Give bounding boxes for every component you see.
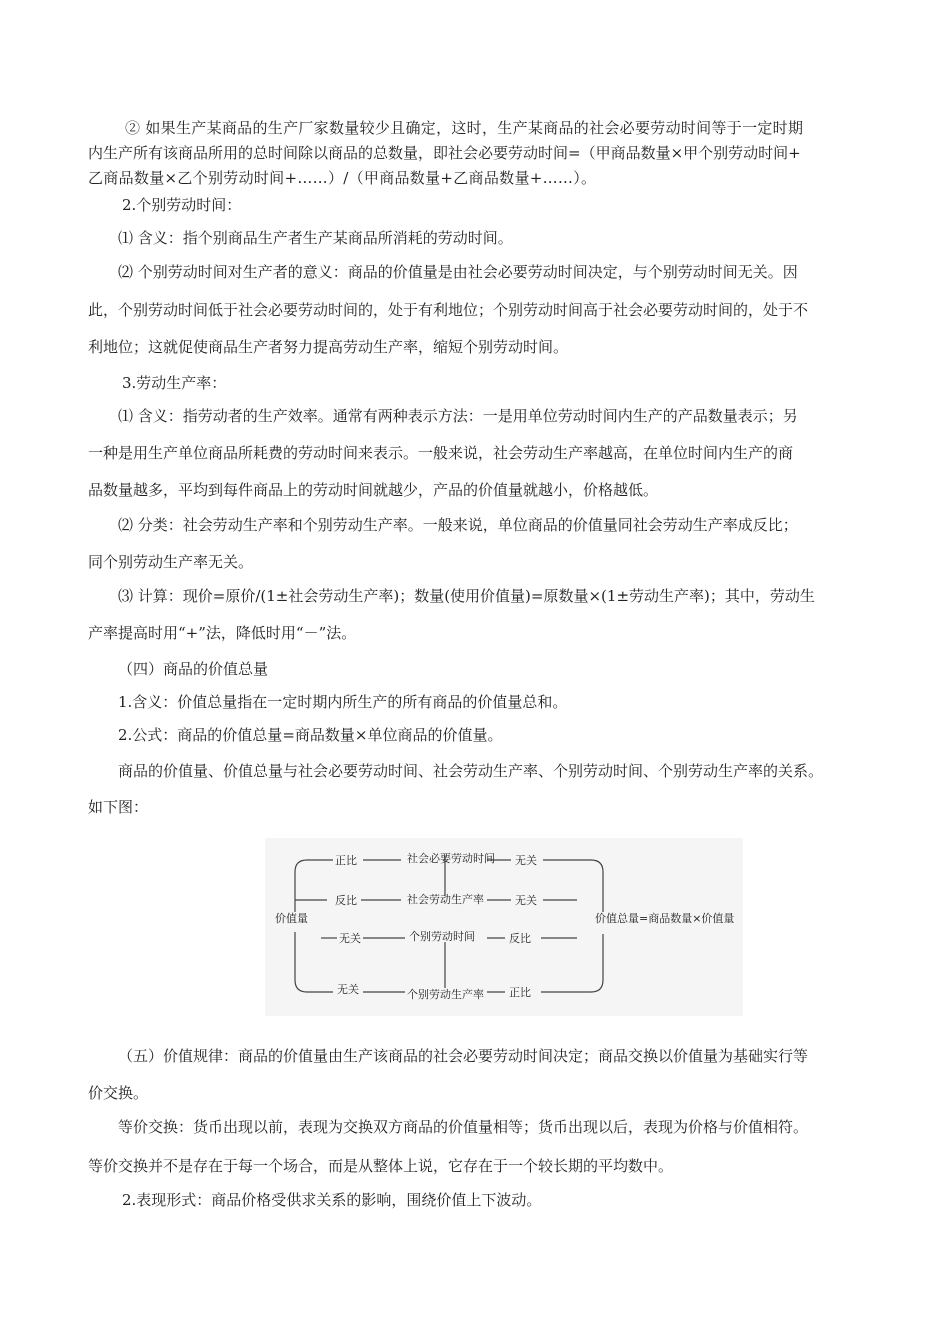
relation-diagram: [265, 838, 743, 1016]
value-amount-node: 价值量: [275, 912, 308, 925]
center-node: 社会必要劳动时间: [407, 852, 495, 865]
section-heading: 3.劳动生产率：: [122, 374, 227, 392]
text-line: ⑵ 分类：社会劳动生产率和个别劳动生产率。一般来说，单位商品的价值量同社会劳动生产率成反比；: [118, 516, 798, 534]
relation-label: 无关: [515, 854, 537, 867]
relation-label: 无关: [515, 894, 537, 907]
text-line: ② 如果生产某商品的生产厂家数量较少且确定，这时，生产某商品的社会必要劳动时间等于一定时期: [125, 119, 804, 137]
relation-label: 无关: [337, 983, 359, 996]
section-heading: 2.个别劳动时间：: [122, 196, 242, 214]
center-node: 个别劳动时间: [409, 930, 475, 943]
left-lower-curve: [295, 932, 333, 992]
text-line: 如下图：: [88, 798, 149, 816]
text-line: 内生产所有该商品所用的总时间除以商品的总数量，即社会必要劳动时间=（甲商品数量×甲个别劳动时间+: [88, 144, 801, 162]
text-line: ⑵ 个别劳动时间对生产者的意义：商品的价值量是由社会必要劳动时间决定，与个别劳动时间无关。因: [118, 263, 798, 281]
text-line: 等价交换并不是存在于每一个场合，而是从整体上说，它存在于一个较长期的平均数中。: [88, 1157, 674, 1175]
center-node: 社会劳动生产率: [407, 893, 484, 906]
text-line: 产率提高时用“+”法，降低时用“－”法。: [88, 624, 357, 642]
left-upper-curve: [295, 860, 333, 912]
center-node: 个别劳动生产率: [407, 988, 484, 1001]
section-heading: （五）价值规律：商品的价值量由生产该商品的社会必要劳动时间决定；商品交换以价值量为基础实行等: [118, 1047, 809, 1065]
text-line: 一种是用生产单位商品所耗费的劳动时间来表示。一般来说，社会劳动生产率越高，在单位时间内生产的商: [88, 444, 794, 462]
text-line: 1.含义：价值总量指在一定时期内所生产的所有商品的价值量总和。: [118, 693, 568, 711]
text-line: 乙商品数量×乙个别劳动时间+……）/（甲商品数量+乙商品数量+……）。: [88, 169, 597, 187]
right-lower-curve: [541, 934, 603, 992]
relation-label: 反比: [335, 894, 357, 907]
relation-label: 反比: [509, 932, 531, 945]
relation-diagram-svg: [265, 838, 743, 1016]
text-line: 商品的价值量、价值总量与社会必要劳动时间、社会劳动生产率、个别劳动时间、个别劳动生产率的关系。: [118, 762, 824, 780]
relation-label: 正比: [335, 854, 357, 867]
text-line: ⑴ 含义：指劳动者的生产效率。通常有两种表示方法：一是用单位劳动时间内生产的产品数量表示；另: [118, 407, 798, 425]
right-upper-curve: [543, 860, 603, 912]
total-value-node: 价值总量=商品数量×价值量: [595, 912, 735, 925]
text-line: 品数量越多，平均到每件商品上的劳动时间就越少，产品的价值量就越小，价格越低。: [88, 481, 659, 499]
text-line: 2.公式：商品的价值总量=商品数量×单位商品的价值量。: [118, 726, 503, 744]
relation-label: 正比: [509, 986, 531, 999]
text-line: 利地位；这就促使商品生产者努力提高劳动生产率，缩短个别劳动时间。: [88, 338, 569, 356]
text-line: 价交换。: [88, 1084, 149, 1102]
relation-label: 无关: [339, 932, 361, 945]
text-line: ⑶ 计算：现价=原价/(1±社会劳动生产率)；数量(使用价值量)=原数量×(1±劳动生产率)；其中，劳动生: [118, 587, 815, 605]
text-line: 同个别劳动生产率无关。: [88, 553, 254, 571]
text-line: ⑴ 含义：指个别商品生产者生产某商品所消耗的劳动时间。: [118, 229, 513, 247]
text-line: 2.表现形式：商品价格受供求关系的影响，围绕价值上下波动。: [122, 1191, 542, 1209]
section-heading: （四）商品的价值总量: [118, 660, 269, 678]
text-line: 等价交换：货币出现以前，表现为交换双方商品的价值量相等；货币出现以后，表现为价格与价值相符。: [118, 1118, 809, 1136]
text-line: 此，个别劳动时间低于社会必要劳动时间的，处于有利地位；个别劳动时间高于社会必要劳动时间的，处于不: [88, 301, 809, 319]
